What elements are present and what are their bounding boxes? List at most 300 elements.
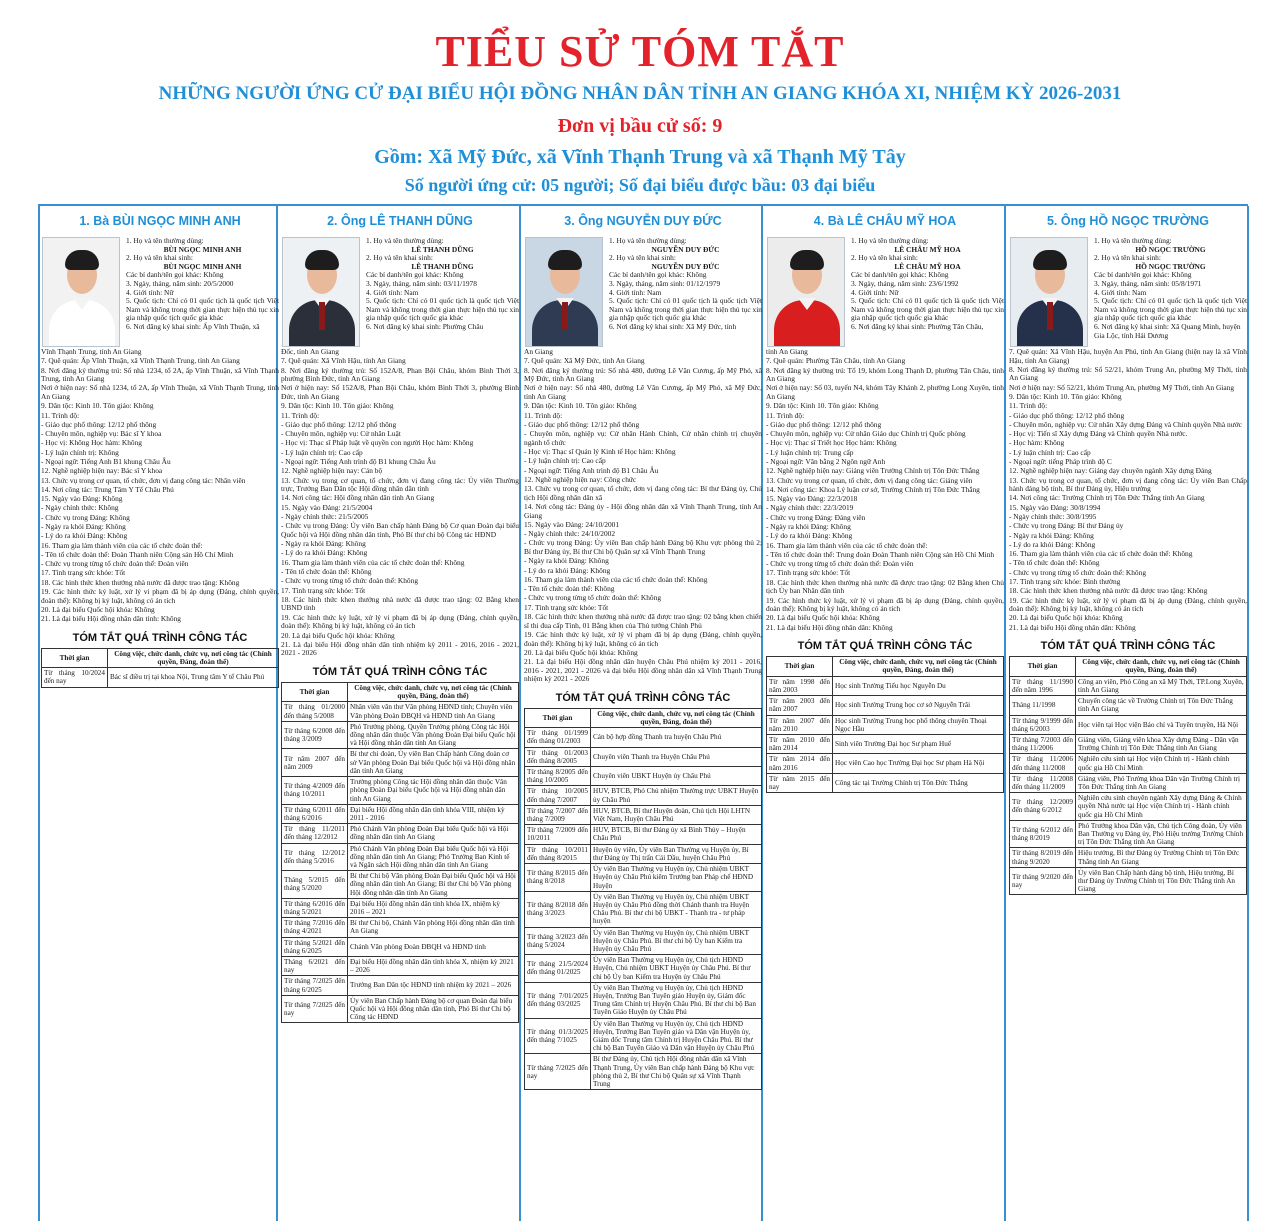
table-row <box>282 995 519 1023</box>
field-gender: 4. Giới tính: Nữ <box>126 287 174 297</box>
work-time: Từ tháng 01/3/2025 đến tháng 7/1025 <box>525 1018 591 1054</box>
table-row <box>282 937 519 956</box>
field-aliases: Các bí danh/tên gọi khác: Không <box>1094 270 1192 280</box>
table-row <box>42 668 279 687</box>
work-description: Hiệu trưởng, Bí thư Đảng ủy Trường Chính trị Tôn Đức Thắng tỉnh An Giang <box>1076 848 1247 867</box>
bio-field: 13. Chức vụ trong cơ quan, tổ chức, đơn vị đang công tác: Ủy viên Ban Chấp hành đảng bộ tỉnh, Bí thư Đảng ủy, Hiệu trưởng <box>1009 475 1247 494</box>
work-description: Ủy viên Ban Thường vụ Huyện ủy, Chủ nhiệm UBKT Huyện ủy Châu Phú. Bí thư chi bộ Ủy ban Kiểm tra Huyện ủy Châu Phú <box>591 927 762 955</box>
photo-tie <box>1047 302 1053 330</box>
bio-field: 14. Nơi công tác: Đảng ủy - Hội đồng nhân dân xã Vĩnh Thạnh Trung, tỉnh An Giang <box>524 502 762 520</box>
bio-field: 7. Quê quán: Ấp Vĩnh Thuận, xã Vĩnh Thạnh Trung, tỉnh An Giang <box>41 356 240 366</box>
bio-field: - Học vị: Tiến sĩ Xây dựng Đảng và Chính quyền Nhà nước. <box>1009 429 1188 439</box>
table-header-job: Công việc, chức danh, chức vụ, nơi công tác (Chính quyền, Đảng, đoàn thể) <box>833 657 1004 676</box>
table-row <box>525 891 762 927</box>
field-nationality: 5. Quốc tịch: Chỉ có 01 quốc tịch là quốc tịch Việt Nam và không trong thời gian thực hiện thủ tục xin gia nhập quốc tịch quốc gia khác <box>126 296 279 323</box>
work-description: Đại biểu Hội đồng nhân dân tỉnh khóa X, nhiệm kỳ 2021 – 2026 <box>348 956 519 975</box>
table-row <box>767 696 1004 715</box>
bio-field: - Học vị: Thạc sĩ Quản lý Kinh tế Học hàm: Không <box>524 447 676 457</box>
bio-field: - Ngoại ngữ: Tiếng Anh B1 khung Châu Âu <box>41 457 171 466</box>
work-time: Từ tháng 9/2020 đến nay <box>1010 867 1076 895</box>
work-time: Tháng 5/2015 đến tháng 5/2020 <box>282 871 348 899</box>
work-time: Từ tháng 12/2012 đến tháng 5/2016 <box>282 843 348 871</box>
field-nationality: 5. Quốc tịch: Chỉ có 01 quốc tịch là quốc tịch Việt Nam và không trong thời gian thực hiện thủ tục xin gia nhập quốc tịch quốc gia khác <box>1094 296 1247 323</box>
bio-field: - Chuyên môn, nghiệp vụ: Bác sĩ Y khoa <box>41 429 162 439</box>
work-time: Từ tháng 21/5/2024 đến tháng 01/2025 <box>525 955 591 983</box>
bio-field: 11. Trình độ: <box>524 410 563 420</box>
bio-field: 14. Nơi công tác: Khoa Lý luận cơ sở, Trường Chính trị Tôn Đức Thắng <box>766 484 980 494</box>
bio-field: 14. Nơi công tác: Hội đồng nhân dân tỉnh An Giang <box>281 493 435 503</box>
bio-field: - Ngày ra khỏi Đảng: Không <box>281 539 366 549</box>
field-birth-name: HỒ NGỌC TRƯỜNG <box>1135 261 1206 271</box>
table-header-job: Công việc, chức danh, chức vụ, nơi công tác (Chính quyền, Đảng, đoàn thể) <box>591 708 762 727</box>
bio-fields <box>1009 348 1247 632</box>
work-time: Từ tháng 01/1999 đến tháng 01/2003 <box>525 728 591 747</box>
work-time: Từ năm 2010 đến năm 2014 <box>767 734 833 753</box>
bio-field: An Giang <box>524 347 553 356</box>
table-row <box>525 844 762 863</box>
bio-field: 15. Ngày vào Đảng: Không <box>41 494 123 504</box>
bio-field: 16. Tham gia làm thành viên của các tổ chức đoàn thể: <box>41 540 203 550</box>
work-history-title: TÓM TẮT QUÁ TRÌNH CÔNG TÁC <box>312 666 488 679</box>
bio-field: 21. Là đại biểu Hội đồng nhân dân: Không <box>766 622 893 632</box>
bio-field: 12. Nghề nghiệp hiện nay: Giảng viên Trường Chính trị Tôn Đức Thắng <box>766 466 980 476</box>
bio-top-fields <box>120 237 279 347</box>
table-row <box>525 747 762 766</box>
work-time: Từ tháng 8/2005 đến tháng 10/2005 <box>525 767 591 786</box>
bio-field: - Tên tổ chức đoàn thể: Không <box>281 567 372 576</box>
bio-field: - Lý luận chính trị: Trung cấp <box>766 447 854 457</box>
work-description: Bác sĩ điều trị tại khoa Nội, Trung tâm Y tế Châu Phú <box>108 668 279 687</box>
bio-field: 12. Nghề nghiệp hiện nay: Cán bộ <box>281 466 383 476</box>
bio-field: - Học vị: Thạc sĩ Pháp luật về quyền con người Học hàm: Không <box>281 438 474 448</box>
bio-field: 21. Là đại biểu Hội đồng nhân dân tỉnh nhiệm kỳ 2011 - 2016, 2016 - 2021, 2021 - 2026 <box>281 639 519 658</box>
work-description: Công tác tại Trường Chính trị Tôn Đức Thắng <box>833 773 1004 792</box>
table-row <box>282 976 519 995</box>
bio-field: 21. Là đại biểu Hội đồng nhân dân: Không <box>1009 622 1136 632</box>
bio-fields <box>281 348 519 658</box>
bio-field: 13. Chức vụ trong cơ quan, tổ chức, đơn vị đang công tác: Nhân viên <box>41 475 246 485</box>
work-description: Nghiên cứu sinh tại Học viện Chính trị - Hành chính quốc gia Hồ Chí Minh <box>1076 754 1247 773</box>
table-row <box>282 824 519 843</box>
table-row <box>282 777 519 805</box>
table-row <box>525 805 762 824</box>
work-description: Chánh Văn phòng Đoàn ĐBQH và HĐND tỉnh <box>348 937 519 956</box>
table-row <box>282 749 519 777</box>
bio-field: 9. Dân tộc: Kinh 10. Tôn giáo: Không <box>1009 392 1122 402</box>
table-row <box>1010 696 1247 715</box>
work-description: Phó Trưởng khoa Dân vận, Chủ tịch Công đoàn, Ủy viên Ban Thường vụ Đảng ủy, Phó Hiệu trưởng Trường Chính trị Tôn Đức Thắng tỉnh An Giang <box>1076 820 1247 848</box>
work-time: Từ tháng 7/2025 đến nay <box>525 1054 591 1090</box>
table-header-job: Công việc, chức danh, chức vụ, nơi công tác (Chính quyền, Đảng, đoàn thể) <box>348 683 519 702</box>
table-row <box>282 843 519 871</box>
bio-field: 20. Là đại biểu Quốc hội khóa: Không <box>524 647 638 657</box>
bio-field: - Ngoại ngữ: Văn bằng 2 Ngôn ngữ Anh <box>766 457 886 466</box>
bio-field: 8. Nơi đăng ký thường trú: Số 152A/8, Phan Bội Châu, khóm Bình Thới 3, phường Bình Đức, tỉnh An Giang <box>281 365 519 384</box>
bio-field: - Học vị: Thạc sĩ Triết học Học hàm: Không <box>766 438 897 448</box>
bio-field: 9. Dân tộc: Kinh 10. Tôn giáo: Không <box>41 401 154 411</box>
work-description: HUV, BTCB, Bí thư Đảng ủy xã Bình Thủy – Huyện Châu Phú <box>591 825 762 844</box>
work-time: Từ tháng 01/2003 đến tháng 8/2005 <box>525 747 591 766</box>
bio-field: - Lý do ra khỏi Đảng: Không <box>1009 539 1096 549</box>
field-gender: 4. Giới tính: Nam <box>1094 287 1147 297</box>
work-description: Bí thư Chi bộ, Chánh Văn phòng Hội đồng nhân dân tỉnh An Giang <box>348 918 519 937</box>
photo-tie <box>319 302 325 330</box>
bio-field: 17. Tình trạng sức khỏe: Tốt <box>766 568 851 578</box>
work-time: Từ tháng 4/2009 đến tháng 10/2011 <box>282 777 348 805</box>
field-common-name-label: 1. Họ và tên thường dùng: <box>1094 236 1172 245</box>
work-time: Từ tháng 6/2012 đến tháng 8/2019 <box>1010 820 1076 848</box>
work-description: HUV, BTCB, Phó Chủ nhiệm Thường trực UBKT Huyện ủy Châu Phú <box>591 786 762 805</box>
candidate-column <box>763 206 1007 1221</box>
bio-field: - Chức vụ trong từng tổ chức đoàn thể: Không <box>281 576 419 586</box>
field-birth-date: 3. Ngày, tháng, năm sinh: 05/8/1971 <box>1094 278 1202 288</box>
bio-field: - Lý do ra khỏi Đảng: Không <box>524 565 611 575</box>
bio-field: 18. Các hình thức khen thưởng nhà nước đã được trao tặng: 02 bằng khen chiến sĩ thi đua cấp Tỉnh, 01 Bằng khen của Thủ tướng Chính Phủ <box>524 612 762 630</box>
table-row <box>282 918 519 937</box>
work-time: Từ tháng 7/2025 đến tháng 6/2025 <box>282 976 348 995</box>
bio-field: 11. Trình độ: <box>281 410 320 420</box>
bio-field: - Ngày ra khỏi Đảng: Không <box>766 521 851 531</box>
work-description: Học sinh Trường Tiểu học Nguyễn Du <box>833 676 1004 695</box>
work-description: Chuyên viên Thanh tra Huyện Châu Phú <box>591 747 762 766</box>
work-description: Học viên tại Học viện Báo chí và Tuyên truyền, Hà Nội <box>1076 715 1247 734</box>
bio-field: 7. Quê quán: Xã Mỹ Đức, tỉnh An Giang <box>524 356 645 366</box>
work-description: Ủy viên Ban Thường vụ Huyện ủy, Chủ nhiệm UBKT Huyện ủy Châu Phú đồng thời Chánh thanh tra Huyện Châu Phú. Bí thư chi bộ UBKT - Thanh tra - tư pháp huyện <box>591 891 762 927</box>
field-nationality: 5. Quốc tịch: Chỉ có 01 quốc tịch là quốc tịch Việt Nam và không trong thời gian thực hiện thủ tục xin gia nhập quốc tịch quốc gia khác <box>851 296 1004 323</box>
work-description: Ủy viên Ban Thường vụ Huyện ủy, Chủ tịch HĐND Huyện, Chủ nhiệm UBKT Huyện ủy Châu Phú. Bí thư chi bộ Ủy ban Kiểm tra Huyện ủy Châu Phú <box>591 955 762 983</box>
field-gender: 4. Giới tính: Nam <box>366 287 419 297</box>
bio-top <box>766 237 1004 347</box>
table-row <box>282 702 519 721</box>
table-row <box>1010 773 1247 792</box>
work-description: Nhân viên văn thư Văn phòng HĐND tỉnh; Chuyên viên Văn phòng Đoàn ĐBQH và HĐND tỉnh An Giang <box>348 702 519 721</box>
table-header-time: Thời gian <box>1010 657 1076 676</box>
field-birth-date: 3. Ngày, tháng, năm sinh: 20/5/2000 <box>126 278 234 288</box>
bio-field: 17. Tình trạng sức khỏe: Bình thường <box>1009 576 1121 586</box>
bio-field: Nơi ở hiện nay: Số nhà 480, đường Lê Văn Cương, ấp Mỹ Phó, xã Mỹ Đức, tỉnh An Giang <box>524 383 762 402</box>
unit-communes: Gồm: Xã Mỹ Đức, xã Vĩnh Thạnh Trung và xã Thạnh Mỹ Tây <box>374 146 906 168</box>
work-time: Từ tháng 8/2019 đến tháng 9/2020 <box>1010 848 1076 867</box>
bio-field: Nơi ở hiện nay: Số nhà 1234, tổ 2A, ấp Vĩnh Thuận, xã Vĩnh Thạnh Trung, tỉnh An Giang <box>41 383 279 402</box>
photo-hair <box>1033 250 1067 270</box>
page-header <box>0 0 1280 205</box>
bio-field: - Tên tổ chức đoàn thể: Đoàn Thanh niên Cộng sản Hồ Chí Minh <box>41 549 234 559</box>
field-birth-registration: 6. Nơi đăng ký khai sinh: Xã Quang Minh, huyện Gia Lộc, tỉnh Hải Dương <box>1094 321 1241 340</box>
work-time: Từ tháng 10/2024 đến nay <box>42 668 108 687</box>
candidate-photo <box>525 237 603 347</box>
bio-fields <box>524 348 762 684</box>
bio-field: - Chức vụ trong Đảng: Ủy viên Ban chấp hành Đảng bộ Cơ quan Đoàn đại biểu Quốc hội và Hội đồng nhân dân tỉnh, Phó Bí thư chi bộ Công tác HĐND <box>281 521 519 539</box>
bio-field: 12. Nghề nghiệp hiện nay: Công chức <box>524 474 637 484</box>
bio-field: 11. Trình độ: <box>766 410 805 420</box>
bio-field: 21. Là đại biểu Hội đồng nhân dân huyện Châu Phú nhiệm kỳ 2011 - 2016, 2016 - 2021, 2021 - 2026 và đại biểu Hội đồng nhân dân xã Vĩnh Thạnh Trung nhiệm kỳ 2021 - 2026 <box>524 657 762 684</box>
bio-field: - Ngày ra khỏi Đảng: Không <box>1009 530 1094 540</box>
work-description: Chuyển công tác về Trường Chính trị Tôn Đức Thắng tỉnh An Giang <box>1076 696 1247 715</box>
work-history-title: TÓM TẮT QUÁ TRÌNH CÔNG TÁC <box>797 640 973 653</box>
bio-top-fields <box>1088 237 1247 347</box>
photo-tie <box>562 302 568 330</box>
table-row <box>525 955 762 983</box>
bio-field: 20. Là đại biểu Quốc hội khóa: Không <box>41 604 155 614</box>
bio-top-fields <box>360 237 519 347</box>
bio-field: 7. Quê quán: Xã Vĩnh Hậu, huyện An Phú, tỉnh An Giang (hiện nay là xã Vĩnh Hậu, tỉnh An Giang) <box>1009 347 1247 365</box>
bio-field: - Ngày chính thức: Không <box>41 503 119 513</box>
candidate-column <box>1006 206 1250 1221</box>
bio-field: - Lý do ra khỏi Đảng: Không <box>41 531 128 541</box>
work-history-table <box>41 648 279 688</box>
bio-field: 7. Quê quán: Xã Vĩnh Hậu, tỉnh An Giang <box>281 356 406 366</box>
bio-field: 7. Quê quán: Phường Tân Châu, tỉnh An Giang <box>766 356 906 366</box>
bio-field: - Chức vụ trong Đảng: Ủy viên Ban chấp hành Đảng bộ Khu vực phòng thủ 2; Bí thư Đảng ủy, Bí thư Chi bộ Quân sự xã Vĩnh Thạnh Trung <box>524 538 762 557</box>
bio-field: - Chức vụ trong từng tổ chức đoàn thể: Đoàn viên <box>766 559 914 569</box>
field-common-name: NGUYỄN DUY ĐỨC <box>651 244 720 254</box>
bio-field: 11. Trình độ: <box>41 410 80 420</box>
work-time: Từ tháng 7/2003 đến tháng 11/2006 <box>1010 734 1076 753</box>
work-history-table <box>524 708 762 1090</box>
work-time: Từ tháng 7/2007 đến tháng 7/2009 <box>525 805 591 824</box>
bio-field: - Ngày ra khỏi Đảng: Không <box>41 521 126 531</box>
candidate-count: Số người ứng cử: 05 người; Số đại biểu được bầu: 03 đại biểu <box>404 175 876 195</box>
field-common-name-label: 1. Họ và tên thường dùng: <box>851 236 929 245</box>
work-time: Từ tháng 6/2011 đến tháng 6/2016 <box>282 804 348 823</box>
table-row <box>282 721 519 749</box>
bio-field: - Giáo dục phổ thông: 12/12 phổ thông <box>41 419 157 429</box>
field-birth-name-label: 2. Họ và tên khai sinh: <box>126 253 193 263</box>
bio-top <box>41 237 279 347</box>
field-birth-name: LÊ THANH DŨNG <box>411 261 474 271</box>
table-row <box>282 804 519 823</box>
table-row <box>767 773 1004 792</box>
candidate-column <box>278 206 522 1221</box>
bio-field: - Chuyên môn, nghiệp vụ: Cử nhân Luật <box>281 429 401 439</box>
bio-field: 16. Tham gia làm thành viên của các tổ chức đoàn thể: Không <box>281 557 465 567</box>
bio-field: - Tên tổ chức đoàn thể: Không <box>524 584 615 594</box>
work-time: Từ tháng 9/1999 đến tháng 6/2003 <box>1010 715 1076 734</box>
work-time: Từ tháng 3/2023 đến tháng 5/2024 <box>525 927 591 955</box>
work-description: Ủy viên Ban Chấp hành đảng bộ tỉnh, Hiệu trưởng, Bí thư Đảng ủy Trường Chính trị Tôn Đức Thắng tỉnh An Giang <box>1076 867 1247 895</box>
field-nationality: 5. Quốc tịch: Chỉ có 01 quốc tịch là quốc tịch Việt Nam và không trong thời gian thực hiện thủ tục xin gia nhập quốc tịch quốc gia khác <box>366 296 519 323</box>
field-birth-date: 3. Ngày, tháng, năm sinh: 23/6/1992 <box>851 278 959 288</box>
candidate-photo <box>282 237 360 347</box>
bio-field: Nơi ở hiện nay: Số 152A/8, Phan Bội Châu, khóm Bình Thới 3, phường Bình Đức, tỉnh An Giang <box>281 383 519 402</box>
bio-field: 18. Các hình thức khen thưởng nhà nước đã được trao tặng: 02 Bằng khen Chủ tịch Ủy ban Nhân dân tỉnh <box>766 577 1004 596</box>
work-time: Từ năm 2015 đến nay <box>767 773 833 792</box>
candidate-photo <box>1010 237 1088 347</box>
bio-field: 15. Ngày vào Đảng: 21/5/2004 <box>281 502 373 512</box>
bio-field: - Ngoại ngữ: tiếng Pháp trình độ C <box>1009 457 1112 466</box>
bio-field: 13. Chức vụ trong cơ quan, tổ chức, đơn vị đang công tác: Ủy viên Thường trực, Trưởng Ban Dân tộc Hội đồng nhân dân tỉnh <box>281 475 519 494</box>
work-description: Đại biểu Hội đồng nhân dân tỉnh khóa IX, nhiệm kỳ 2016 – 2021 <box>348 898 519 917</box>
work-description: Giảng viên, Giảng viên khoa Xây dựng Đảng - Dân vận Trường Chính trị Tôn Đức Thắng tỉnh An Giang <box>1076 734 1247 753</box>
field-common-name: BÙI NGỌC MINH ANH <box>163 244 242 254</box>
work-description: Học viên Cao học Trường Đại học Sư phạm Hà Nội <box>833 754 1004 773</box>
work-history-title: TÓM TẮT QUÁ TRÌNH CÔNG TÁC <box>555 691 731 704</box>
bio-field: 21. Là đại biểu Hội đồng nhân dân tỉnh: Không <box>41 614 181 624</box>
bio-field: 20. Là đại biểu Quốc hội khóa: Không <box>766 613 880 623</box>
bio-field: 17. Tình trạng sức khỏe: Tốt <box>281 585 366 595</box>
bio-field: 9. Dân tộc: Kinh 10. Tôn giáo: Không <box>524 401 637 411</box>
table-row <box>1010 754 1247 773</box>
table-header-time: Thời gian <box>767 657 833 676</box>
work-time: Từ năm 2007 đến năm 2010 <box>767 715 833 734</box>
field-birth-registration: 6. Nơi đăng ký khai sinh: Ấp Vĩnh Thuận, xã <box>126 321 260 331</box>
bio-field: - Học vị: Không Học hàm: Không <box>41 438 142 448</box>
work-time: Từ tháng 8/2015 đến tháng 8/2018 <box>525 864 591 892</box>
field-nationality: 5. Quốc tịch: Chỉ có 01 quốc tịch là quốc tịch Việt Nam và không trong thời gian thực hiện thủ tục xin gia nhập quốc tịch quốc gia khác <box>609 296 762 323</box>
table-row <box>767 715 1004 734</box>
photo-hair <box>305 250 339 270</box>
table-row <box>1010 793 1247 821</box>
work-description: Bí thư Đảng ủy, Chủ tịch Hội đồng nhân dân xã Vĩnh Thạnh Trung, Ủy viên Ban chấp hành Đảng bộ Khu vực phòng thủ 2, Bí thư Chi bộ Quân sự xã Vĩnh Thạnh Trung <box>591 1054 762 1090</box>
work-description: Bí thư Chi bộ Văn phòng Đoàn Đại biểu Quốc hội và Hội đồng nhân dân tỉnh An Giang; Bí thư Chi bộ Văn phòng Hội đồng nhân dân tỉnh An Giang <box>348 871 519 899</box>
bio-field: - Lý do ra khỏi Đảng: Không <box>281 548 368 558</box>
page-subtitle: NHỮNG NGƯỜI ỨNG CỬ ĐẠI BIỂU HỘI ĐỒNG NHÂN DÂN TỈNH AN GIANG KHÓA XI, NHIỆM KỲ 2026-2031 <box>158 83 1122 104</box>
work-history-title: TÓM TẮT QUÁ TRÌNH CÔNG TÁC <box>1040 640 1216 653</box>
bio-field: 16. Tham gia làm thành viên của các tổ chức đoàn thể: Không <box>1009 549 1193 559</box>
work-time: Từ tháng 11/2006 đến tháng 11/2008 <box>1010 754 1076 773</box>
table-row <box>525 767 762 786</box>
work-description: Ủy viên Ban Thường vụ Huyện ủy, Chủ tịch HĐND Huyện, Trưởng Ban Tuyên giáo Huyện ủy, Giám đốc Trung tâm Chính trị Huyện Châu Phú. Bí thư chi bộ Ban Tuyên Giáo Huyện ủy Châu Phú <box>591 982 762 1018</box>
table-row <box>282 871 519 899</box>
field-aliases: Các bí danh/tên gọi khác: Không <box>366 270 464 280</box>
bio-field: - Tên tổ chức đoàn thể: Không <box>1009 558 1100 568</box>
bio-fields <box>41 348 279 624</box>
table-header-time: Thời gian <box>42 648 108 667</box>
bio-field: - Chức vụ trong từng tổ chức đoàn thể: Đoàn viên <box>41 559 189 569</box>
bio-field: 16. Tham gia làm thành viên của các tổ chức đoàn thể: Không <box>524 574 708 584</box>
table-row <box>525 864 762 892</box>
bio-field: - Lý luận chính trị: Không <box>41 447 119 457</box>
work-description: Đại biểu Hội đồng nhân dân tỉnh khóa VIII, nhiệm kỳ 2011 - 2016 <box>348 804 519 823</box>
field-common-name: LÊ THANH DŨNG <box>411 244 474 254</box>
field-common-name: LÊ CHÂU MỸ HOA <box>894 244 961 254</box>
bio-field: - Chuyên môn, nghiệp vụ: Cử nhân Hành Chính, Cử nhân chính trị chuyên ngành tổ chức <box>524 429 762 447</box>
bio-field: 16. Tham gia làm thành viên của các tổ chức đoàn thể: <box>766 540 928 550</box>
table-row <box>525 1018 762 1054</box>
table-header-time: Thời gian <box>282 683 348 702</box>
bio-field: 9. Dân tộc: Kinh 10. Tôn giáo: Không <box>281 401 394 411</box>
bio-field: - Ngày chính thức: 24/10/2002 <box>524 529 616 539</box>
work-history-table <box>281 682 519 1023</box>
bio-top-fields <box>603 237 762 347</box>
table-row <box>1010 734 1247 753</box>
work-description: Phó Chánh Văn phòng Đoàn Đại biểu Quốc hội và Hội đồng nhân dân tỉnh An Giang <box>348 824 519 843</box>
table-row <box>525 825 762 844</box>
bio-field: - Giáo dục phổ thông: 12/12 phổ thông <box>281 419 397 429</box>
table-row <box>525 982 762 1018</box>
table-header-job: Công việc, chức danh, chức vụ, nơi công tác (Chính quyền, Đảng, đoàn thể) <box>108 648 279 667</box>
work-description: Học sinh Trường Trung học cơ sở Nguyễn Trãi <box>833 696 1004 715</box>
table-row <box>1010 867 1247 895</box>
bio-field: 15. Ngày vào Đảng: 30/8/1994 <box>1009 502 1101 512</box>
work-time: Từ tháng 7/01/2025 đến tháng 03/2025 <box>525 982 591 1018</box>
work-time: Từ năm 2014 đến năm 2016 <box>767 754 833 773</box>
table-row <box>525 1054 762 1090</box>
bio-field: Nơi ở hiện nay: Số 52/21, khóm Trung An, phường Mỹ Thới, tỉnh An Giang <box>1009 382 1235 392</box>
bio-field: - Học hàm: Không <box>1009 438 1065 448</box>
bio-field: tỉnh An Giang <box>766 347 808 356</box>
work-description: Công an viên, Phó Công an xã Mỹ Thới, TP.Long Xuyên, tỉnh An Giang <box>1076 676 1247 695</box>
work-history-table <box>766 656 1004 793</box>
field-gender: 4. Giới tính: Nam <box>609 287 662 297</box>
bio-field: 11. Trình độ: <box>1009 401 1048 411</box>
field-birth-date: 3. Ngày, tháng, năm sinh: 03/11/1978 <box>366 278 477 288</box>
field-gender: 4. Giới tính: Nữ <box>851 287 899 297</box>
bio-field: - Giáo dục phổ thông: 12/12 phổ thông <box>1009 410 1125 420</box>
work-time: Từ tháng 7/2016 đến tháng 4/2021 <box>282 918 348 937</box>
bio-field: - Lý luận chính trị: Cao cấp <box>281 447 363 457</box>
table-row <box>767 676 1004 695</box>
work-description: Cán bộ hợp đồng Thanh tra huyện Châu Phú <box>591 728 762 747</box>
bio-field: - Giáo dục phổ thông: 12/12 phổ thông <box>524 419 640 429</box>
bio-field: 18. Các hình thức khen thưởng nhà nước đã được trao tặng: Không <box>1009 586 1208 596</box>
work-time: Tháng 11/1998 <box>1010 696 1076 715</box>
work-description: Phó Trưởng phòng, Quyền Trưởng phòng Công tác Hội đồng nhân dân thuộc Văn phòng Đoàn Đại biểu Quốc hội và Hội đồng nhân dân tỉnh An Giang <box>348 721 519 749</box>
bio-field: 17. Tình trạng sức khỏe: Tốt <box>41 568 126 578</box>
bio-field: Nơi ở hiện nay: Số 03, tuyến N4, khóm Tây Khánh 2, phường Long Xuyên, tỉnh An Giang <box>766 383 1004 402</box>
work-time: Tháng 6/2021 đến nay <box>282 956 348 975</box>
bio-field: 13. Chức vụ trong cơ quan, tổ chức, đơn vị đang công tác: Giảng viên <box>766 475 973 485</box>
work-history-table <box>1009 656 1247 895</box>
bio-field: - Giáo dục phổ thông: 12/12 phổ thông <box>766 419 882 429</box>
work-time: Từ tháng 11/2011 đến tháng 12/2012 <box>282 824 348 843</box>
field-aliases: Các bí danh/tên gọi khác: Không <box>126 270 224 280</box>
table-row <box>1010 848 1247 867</box>
bio-field: 20. Là đại biểu Quốc hội khóa: Không <box>1009 613 1123 623</box>
photo-hair <box>790 250 824 270</box>
bio-field: - Chức vụ trong Đảng: Bí thư Đảng ủy <box>1009 521 1124 531</box>
table-row <box>525 927 762 955</box>
field-birth-name: LÊ CHÂU MỸ HOA <box>894 261 961 271</box>
candidate-photo <box>42 237 120 347</box>
bio-field: - Ngày chính thức: 21/5/2005 <box>281 512 369 521</box>
field-birth-name: BÙI NGỌC MINH ANH <box>163 261 242 271</box>
field-common-name-label: 1. Họ và tên thường dùng: <box>609 236 687 245</box>
work-description: Học sinh Trường Trung học phổ thông chuyên Thoại Ngọc Hầu <box>833 715 1004 734</box>
work-time: Từ tháng 11/1990 đến năm 1996 <box>1010 676 1076 695</box>
work-time: Từ tháng 12/2009 đến tháng 6/2012 <box>1010 793 1076 821</box>
bio-field: Đốc, tỉnh An Giang <box>281 347 339 356</box>
bio-field: - Ngày chính thức: 30/8/1995 <box>1009 512 1097 521</box>
work-description: Giảng viên, Phó Trưởng khoa Dân vận Trường Chính trị Tôn Đức Thắng tỉnh An Giang <box>1076 773 1247 792</box>
field-birth-name-label: 2. Họ và tên khai sinh: <box>851 253 918 263</box>
bio-field: 19. Các hình thức kỷ luật, xử lý vi phạm đã bị áp dụng (Đảng, chính quyền, đoàn thể): Không bị kỷ luật, không có án tích <box>281 612 519 631</box>
bio-field: 18. Các hình thức khen thưởng nhà nước đã được trao tặng: 02 Bằng khen UBND tỉnh <box>281 594 519 613</box>
work-time: Từ tháng 7/2009 đến 10/2011 <box>525 825 591 844</box>
page-title: TIỂU SỬ TÓM TẮT <box>435 27 845 76</box>
bio-field: 20. Là đại biểu Quốc hội khóa: Không <box>281 630 395 640</box>
bio-field: - Chức vụ trong Đảng: Đảng viên <box>766 512 866 522</box>
bio-field: - Chức vụ trong từng tổ chức đoàn thể: Không <box>1009 567 1147 577</box>
work-time: Từ tháng 6/2008 đến tháng 3/2009 <box>282 721 348 749</box>
table-row <box>1010 715 1247 734</box>
work-description: Phó Chánh Văn phòng Đoàn Đại biểu Quốc hội và Hội đồng nhân dân tỉnh An Giang; Phó Trưởng Ban Kinh tế và Ngân sách Hội đồng nhân dân tỉnh An Giang <box>348 843 519 871</box>
candidate-heading: 4. Bà LÊ CHÂU MỸ HOA <box>813 214 957 228</box>
field-common-name-label: 1. Họ và tên thường dùng: <box>366 236 444 245</box>
field-birth-name-label: 2. Họ và tên khai sinh: <box>609 253 676 263</box>
table-header-time: Thời gian <box>525 708 591 727</box>
candidate-heading: 1. Bà BÙI NGỌC MINH ANH <box>79 214 241 228</box>
work-time: Từ tháng 8/2018 đến tháng 3/2023 <box>525 891 591 927</box>
table-row <box>282 956 519 975</box>
work-time: Từ năm 2007 đến năm 2009 <box>282 749 348 777</box>
field-birth-registration: 6. Nơi đăng ký khai sinh: Phường Châu <box>366 321 484 331</box>
work-time: Từ tháng 01/2000 đến tháng 5/2008 <box>282 702 348 721</box>
bio-field: - Chuyên môn, nghiệp vụ: Cử nhân Giáo dục Chính trị Quốc phòng <box>766 429 966 439</box>
bio-field: - Ngoại ngữ: Tiếng Anh trình độ B1 khung Châu Âu <box>281 457 436 466</box>
work-description: Ủy viên Ban Thường vụ Huyện ủy, Chủ tịch HĐND Huyện, Trưởng Ban Tuyên giáo và Dân vận Huyện ủy, Giám đốc Trung tâm Chính trị Huyện Châu Phú. Bí thư chi bộ Ban Tuyên Giáo và Dân vận Huyện ủy Châu Phú <box>591 1018 762 1054</box>
table-row <box>1010 820 1247 848</box>
